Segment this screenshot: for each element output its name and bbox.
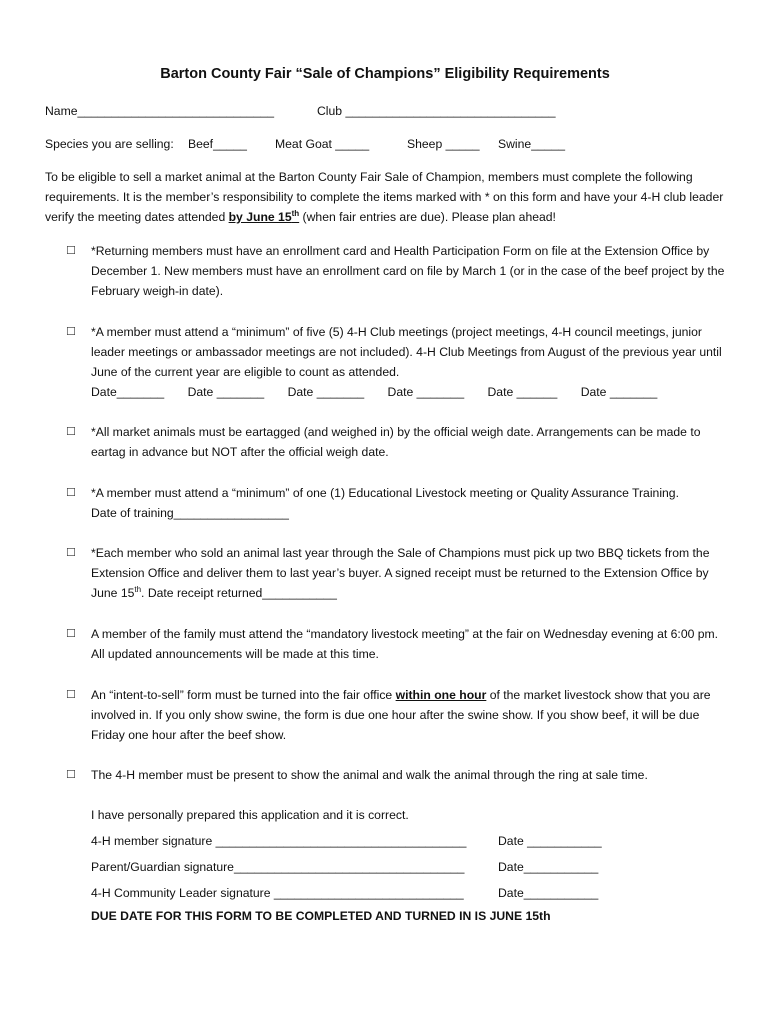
intro-due-date	[229, 210, 300, 224]
checkbox-icon[interactable]: ☐	[66, 326, 76, 338]
meeting-date-6: Date _______	[580, 385, 658, 399]
requirement-item-4	[66, 483, 726, 523]
checkbox-icon[interactable]: ☐	[66, 547, 76, 559]
requirement-text-part-1: An “intent-to-sell” form must be turned into the fair office	[91, 688, 396, 702]
intro-due-date-sup: th	[291, 208, 300, 218]
species-swine: Swine_____	[498, 137, 566, 151]
meeting-date-1: Date_______	[91, 385, 165, 399]
intro-text-2: (when fair entries are due). Please plan ahead!	[299, 210, 556, 224]
parent-signature-date: Date___________	[498, 860, 599, 874]
intro-paragraph	[45, 167, 735, 227]
requirement-text	[91, 685, 726, 745]
species-label: Species you are selling:	[45, 137, 174, 151]
requirement-text-part-2: of the market livestock show that you are involved in. If you only show swine, the form is due one hour after the swine show. If you show beef, it will be due Friday one hour after the beef show.	[91, 688, 711, 742]
requirement-item-7	[66, 685, 726, 745]
requirement-text: The 4-H member must be present to show the animal and walk the animal through the ring at sale time.	[91, 768, 648, 782]
meeting-date-3: Date _______	[287, 385, 365, 399]
member-signature-date: Date ___________	[498, 834, 602, 848]
requirement-item-1	[66, 241, 726, 301]
meeting-date-5: Date ______	[487, 385, 558, 399]
requirement-text: A member of the family must attend the “mandatory livestock meeting” at the fair on Wednesday evening at 6:00 pm. All updated announcements will be made at this time.	[91, 627, 719, 661]
requirement-text	[91, 543, 726, 603]
leader-signature-date: Date___________	[498, 886, 599, 900]
meeting-date-2: Date _______	[187, 385, 265, 399]
checkbox-icon[interactable]: ☐	[66, 426, 76, 438]
checkbox-icon[interactable]: ☐	[66, 487, 76, 499]
checkbox-icon[interactable]: ☐	[66, 769, 76, 781]
species-beef: Beef_____	[188, 137, 247, 151]
requirement-text-part-2: . Date receipt returned___________	[141, 586, 337, 600]
requirement-text: *Returning members must have an enrollment card and Health Participation Form on file at the Extension Office by December 1. New members must have an enrollment card on file by March 1 (or in the case of the beef project by the February weigh-in date).	[91, 244, 725, 298]
requirement-text: *A member must attend a “minimum” of five (5) 4-H Club meetings (project meetings, 4-H council meetings, junior leader meetings or ambassador meetings are not included). 4-H Club Meetings from August of the previous year until June of the current year are eligible to count as attended.	[91, 325, 722, 379]
page-title: Barton County Fair “Sale of Champions” Eligibility Requirements	[160, 66, 610, 82]
requirement-text-emphasis: within one hour	[395, 688, 487, 702]
leader-signature-line: 4-H Community Leader signature ____________________________	[91, 886, 464, 900]
requirement-item-3	[66, 422, 726, 462]
checkbox-icon[interactable]: ☐	[66, 245, 76, 257]
requirement-text: *A member must attend a “minimum” of one (1) Educational Livestock meeting or Quality Assurance Training.	[91, 486, 679, 500]
species-sheep: Sheep _____	[407, 137, 480, 151]
requirement-text: *All market animals must be eartagged (and weighed in) by the official weigh date. Arrangements can be made to eartag in advance but NOT after the official weigh date.	[91, 425, 701, 459]
member-signature-line: 4-H member signature _____________________________________	[91, 834, 467, 848]
parent-signature-line: Parent/Guardian signature__________________________________	[91, 860, 465, 874]
requirement-text-part-1: *Each member who sold an animal last year through the Sale of Champions must pick up two BBQ tickets from the Extension Office and deliver them to last year’s buyer. A signed receipt must be returned to the Extension Office by June 15	[91, 546, 710, 600]
intro-due-date-text: by June 15	[228, 210, 292, 224]
meeting-dates-row	[91, 382, 726, 402]
due-date-notice: DUE DATE FOR THIS FORM TO BE COMPLETED AND TURNED IN IS JUNE 15th	[91, 909, 551, 923]
requirement-text-sup: th	[134, 584, 142, 594]
requirement-item-5	[66, 543, 726, 603]
intro-text-1: To be eligible to sell a market animal at the Barton County Fair Sale of Champion, members must complete the following requirements. It is the member’s responsibility to complete the items marked with * on this form and have your 4-H club leader verify the meeting dates attended	[45, 170, 724, 224]
training-date-line: Date of training_________________	[91, 506, 289, 520]
meeting-date-4: Date _______	[387, 385, 465, 399]
club-field-line: Club _______________________________	[317, 104, 556, 118]
checkbox-icon[interactable]: ☐	[66, 689, 76, 701]
requirement-item-2	[66, 322, 726, 402]
requirement-item-6	[66, 624, 726, 664]
attestation-text: I have personally prepared this application and it is correct.	[91, 808, 409, 822]
name-field-line: Name_____________________________	[45, 104, 275, 118]
checkbox-icon[interactable]: ☐	[66, 628, 76, 640]
species-meat-goat: Meat Goat _____	[275, 137, 370, 151]
requirement-item-8	[66, 765, 726, 785]
